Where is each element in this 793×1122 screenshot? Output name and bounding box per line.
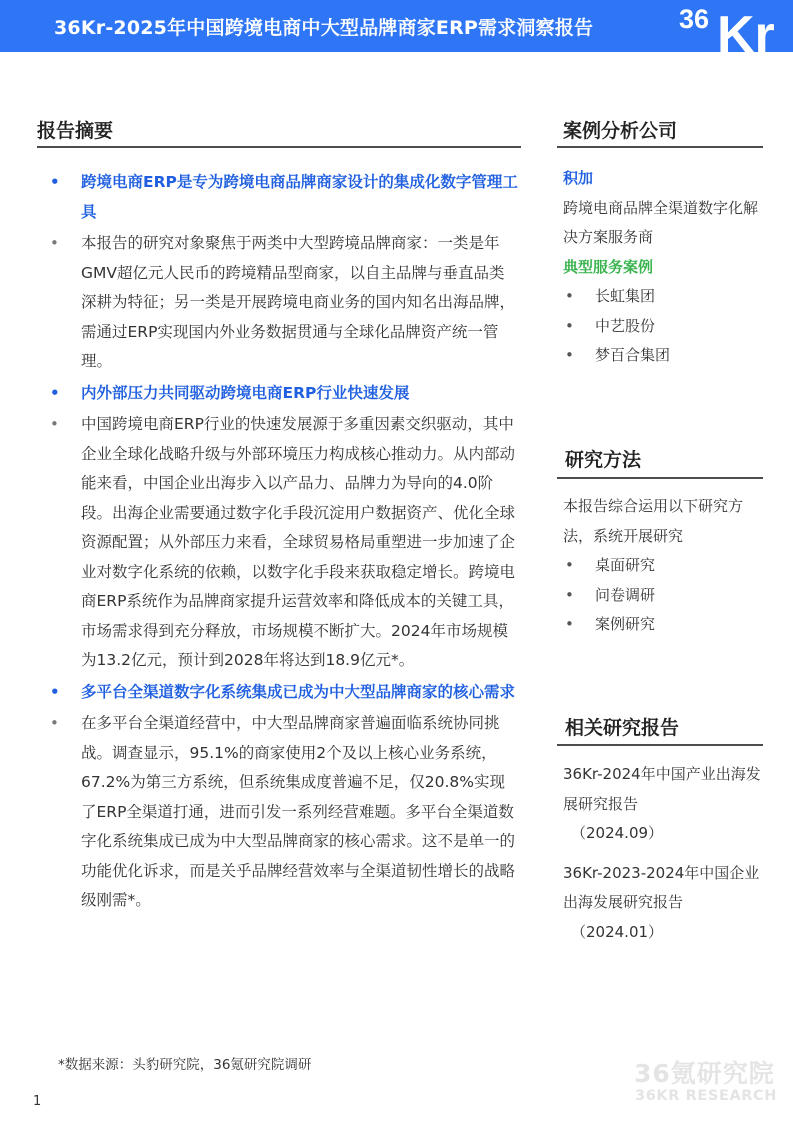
summary-highlight-2 (44, 379, 519, 409)
bullet-icon: • (565, 346, 574, 364)
report-title: 36Kr-2025年中国跨境电商中大型品牌商家ERP需求洞察报告 (54, 17, 594, 39)
case-company-divider (557, 146, 763, 148)
header-bar (0, 0, 793, 56)
bullet-icon: • (565, 287, 574, 305)
summary-highlight-3-text: 多平台全渠道数字化系统集成已成为中大型品牌商家的核心需求 (81, 682, 516, 701)
methods-block (563, 492, 761, 640)
summary-body-2-text: 中国跨境电商ERP行业的快速发展源于多重因素交织驱动，其中企业全球化战略升级与外部环境压力构成核心推动力。从内部动能来看，中国企业出海步入以产品力、品牌力为导向的4.0阶段。出海企业需要通过数字化手段沉淀用户数据资产、优化全球资源配置；从外部压力来看，全球贸易格局重塑进一步加速了企业对数字化系统的依赖，以数字化手段来获取稳定增长。跨境电商ERP系统作为品牌商家提升运营效率和降低成本的关键工具，市场需求得到充分释放，市场规模不断扩大。2024年市场规模为13.2亿元，预计到2028年将达到18.9亿元*。 (81, 415, 516, 669)
company-name: 积加 (563, 169, 594, 187)
logo-text-36: 36 (679, 4, 710, 34)
case-company-block (563, 164, 761, 371)
methods-divider (557, 477, 763, 479)
case-item-label: 长虹集团 (595, 287, 656, 305)
method-item (563, 551, 761, 581)
summary-highlight-1 (44, 168, 519, 227)
bullet-icon: • (565, 556, 574, 574)
summary-body-1-text: 本报告的研究对象聚焦于两类中大型跨境品牌商家：一类是年GMV超亿元人民币的跨境精品型商家，以自主品牌与垂直品类深耕为特征；另一类是开展跨境电商业务的国内知名出海品牌，需通过ERP实现国内外业务数据贯通与全球化品牌资产统一管理。 (81, 234, 516, 370)
summary-body-3 (44, 709, 519, 916)
related-report-date: （2024.01） (571, 922, 664, 941)
summary-body-3-text: 在多平台全渠道经营中，中大型品牌商家普遍面临系统协同挑战。调查显示，95.1%的商家使用2个及以上核心业务系统，67.2%为第三方系统，但系统集成度普遍不足，仅20.8%实现了ERP全渠道打通，进而引发一系列经营难题。多平台全渠道数字化系统集成已成为中大型品牌商家的核心需求。这不是单一的功能优化诉求，而是关乎品牌经营效率与全渠道韧性增长的战略级刚需*。 (81, 714, 516, 909)
summary-highlight-1-text: 跨境电商ERP是专为跨境电商品牌商家设计的集成化数字管理工具 (81, 173, 518, 221)
summary-divider (37, 146, 521, 148)
method-item-label: 问卷调研 (595, 585, 656, 604)
case-item (563, 312, 761, 342)
methods-heading: 研究方法 (565, 449, 642, 471)
summary-highlight-2-text: 内外部压力共同驱动跨境电商ERP行业快速发展 (81, 383, 410, 402)
page-number: 1 (33, 1094, 42, 1109)
method-item-label: 案例研究 (595, 615, 656, 633)
bullet-icon: • (565, 585, 574, 604)
summary-highlight-3 (44, 678, 519, 708)
data-source-note: *数据来源：头豹研究院，36氪研究院调研 (58, 1057, 312, 1073)
method-item-label: 桌面研究 (595, 556, 656, 574)
bullet-icon: • (50, 682, 60, 701)
bullet-icon: • (565, 615, 574, 633)
bullet-icon: • (50, 234, 59, 252)
methods-intro: 本报告综合运用以下研究方法，系统开展研究 (563, 497, 744, 545)
related-heading: 相关研究报告 (565, 717, 680, 739)
method-item (563, 581, 761, 611)
watermark-cn: 36氪研究院 (634, 1059, 775, 1088)
watermark-en: 36KR RESEARCH (635, 1088, 778, 1104)
related-report-date: （2024.09） (571, 824, 664, 842)
bullet-icon: • (50, 173, 60, 191)
logo-text-kr: Kr (717, 6, 775, 56)
cases-heading: 典型服务案例 (563, 257, 654, 276)
summary-list (44, 168, 519, 918)
spacer (563, 849, 761, 859)
summary-body-1 (44, 229, 519, 377)
company-desc: 跨境电商品牌全渠道数字化解决方案服务商 (563, 198, 759, 246)
bullet-icon: • (565, 316, 574, 335)
36kr-logo-icon (677, 0, 787, 56)
case-item-label: 中艺股份 (595, 316, 656, 335)
related-report-title[interactable]: 36Kr-2023-2024年中国企业出海发展研究报告 (563, 863, 760, 911)
related-report-title[interactable]: 36Kr-2024年中国产业出海发展研究报告 (563, 765, 761, 813)
case-item (563, 282, 761, 312)
bullet-icon: • (50, 714, 59, 732)
summary-heading: 报告摘要 (37, 120, 114, 142)
bullet-icon: • (50, 383, 60, 402)
bullet-icon: • (50, 415, 59, 433)
case-item-label: 梦百合集团 (595, 346, 671, 364)
case-company-heading: 案例分析公司 (563, 120, 678, 142)
related-block (563, 760, 761, 947)
summary-body-2 (44, 410, 519, 676)
method-item (563, 610, 761, 640)
related-divider (557, 744, 763, 746)
case-item (563, 341, 761, 371)
